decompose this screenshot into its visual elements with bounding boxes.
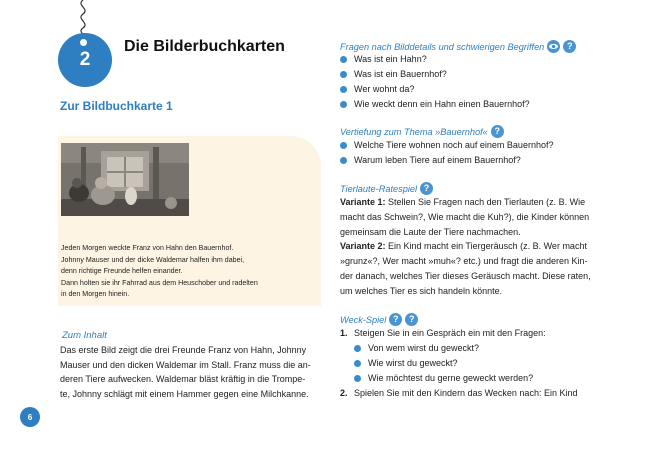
paragraph-line: [340, 239, 630, 254]
bullet-icon: [354, 375, 361, 382]
list-item-text: Von wem wirst du geweckt?: [368, 343, 480, 353]
bullet-icon: [354, 345, 361, 352]
bullet-icon: [354, 360, 361, 367]
step-number: 2.: [340, 388, 348, 398]
caption-line: Jeden Morgen weckte Franz von Hahn den Bauernhof.: [61, 244, 234, 252]
bullet-icon: [340, 56, 347, 63]
list-item-text: Wie möchtest du gerne geweckt werden?: [368, 373, 534, 383]
list-item-text: Was ist ein Bauernhof?: [354, 69, 447, 79]
inhalt-paragraph: [60, 343, 328, 401]
ratespiel-heading-text: Tierlaute-Ratespiel: [340, 183, 418, 194]
variante-1-label: Variante 1:: [340, 197, 386, 207]
list-item-text: Warum leben Tiere auf einem Bauernhof?: [354, 155, 521, 165]
vertiefung-heading: [340, 125, 504, 138]
bullet-icon: [340, 86, 347, 93]
fragen-heading-text: Fragen nach Bilddetails und schwierigen Begriffen: [340, 41, 545, 52]
picture-card: [58, 136, 321, 306]
paragraph-line: [340, 195, 630, 210]
paragraph-line: Mauser und den dicken Waldemar im Stall. Franz muss die an-: [60, 359, 311, 370]
bullet-icon: [340, 142, 347, 149]
vertiefung-list: [340, 138, 553, 168]
bullet-icon: [340, 71, 347, 78]
list-item: [340, 356, 577, 371]
paragraph-line: deren Tiere aufwecken. Waldemar bläst kräftig in die Trompe-: [60, 374, 306, 385]
step-number: 1.: [340, 328, 348, 338]
paragraph-line-text: Stellen Sie Fragen nach den Tierlauten (z. B. Wie: [385, 197, 586, 207]
list-item: [340, 82, 530, 97]
caption-line: Johnny Mauser und der dicke Waldemar halfen ihm dabei,: [61, 255, 245, 264]
paragraph-line: der danach, welches Tier dieses Geräusch macht. Diese raten,: [340, 270, 591, 281]
question-icon: [491, 125, 504, 138]
paragraph-line: »grunz«?, Wer macht »muh«? etc.) und fragt die anderen Kin-: [340, 256, 588, 267]
weckspiel-heading-text: Weck-Spiel: [340, 314, 387, 325]
paragraph-line: te, Johnny schlägt mit einem Hammer gegen eine Milchkanne.: [60, 388, 309, 399]
variante-2-label: Variante 2:: [340, 241, 386, 252]
weckspiel-list: [340, 326, 577, 401]
caption-line: Dann holten sie ihr Fahrrad aus dem Heuschober und radelten: [61, 278, 258, 287]
list-item: [340, 52, 530, 67]
list-item: [340, 341, 577, 356]
paragraph-line: Das erste Bild zeigt die drei Freunde Franz von Hahn, Johnny: [60, 345, 307, 355]
question-icon: [405, 313, 418, 326]
caption-line: in den Morgen hinein.: [61, 290, 130, 299]
list-item: [340, 67, 530, 82]
chapter-number-badge: [58, 33, 112, 87]
weckspiel-heading: [340, 313, 418, 326]
bullet-icon: [340, 157, 347, 164]
step-item: [340, 326, 577, 341]
caption-line: denn richtige Freunde helfen einander.: [61, 267, 183, 276]
list-item: [340, 138, 553, 153]
step-text: Steigen Sie in ein Gespräch ein mit den Fragen:: [354, 328, 546, 338]
page-number: 6: [20, 407, 40, 427]
paragraph-line-text: Ein Kind macht ein Tiergeräusch (z. B. Wer macht: [385, 241, 587, 252]
chapter-title: Die Bilderbuchkarten: [124, 38, 285, 55]
inhalt-heading: Zum Inhalt: [62, 330, 107, 341]
picture-card-caption: [61, 243, 291, 301]
list-item-text: Wie weckt denn ein Hahn einen Bauernhof?: [354, 99, 530, 109]
list-item: [340, 153, 553, 168]
list-item-text: Welche Tiere wohnen noch auf einem Bauernhof?: [354, 140, 554, 150]
ratespiel-paragraph: [340, 195, 630, 299]
list-item-text: Wie wirst du geweckt?: [368, 358, 458, 368]
fragen-list: [340, 52, 530, 112]
section-subtitle: Zur Bildbuchkarte 1: [60, 99, 173, 113]
question-icon: [420, 182, 433, 195]
hanging-string-decoration: [72, 0, 94, 36]
list-item: [340, 97, 530, 112]
list-item-text: Was ist ein Hahn?: [354, 54, 427, 64]
badge-hole: [80, 39, 87, 46]
list-item: [340, 371, 577, 386]
eye-icon: [547, 40, 560, 53]
chapter-number: 2: [79, 49, 91, 70]
question-icon: [389, 313, 402, 326]
picture-card-illustration: [61, 143, 189, 216]
list-item-text: Wer wohnt da?: [354, 84, 415, 94]
step-text: Spielen Sie mit den Kindern das Wecken nach: Ein Kind: [354, 388, 578, 398]
ratespiel-heading: [340, 182, 433, 195]
paragraph-line: macht das Schwein?, Wie macht die Kuh?), die Kinder können: [340, 211, 590, 222]
bullet-icon: [340, 101, 347, 108]
paragraph-line: um welches Tier es sich handeln könnte.: [340, 285, 503, 296]
step-item: [340, 386, 577, 401]
vertiefung-heading-text: Vertiefung zum Thema »Bauernhof«: [340, 126, 488, 137]
question-icon: [563, 40, 576, 53]
paragraph-line: gemeinsam die Laute der Tiere nachmachen.: [340, 226, 521, 237]
